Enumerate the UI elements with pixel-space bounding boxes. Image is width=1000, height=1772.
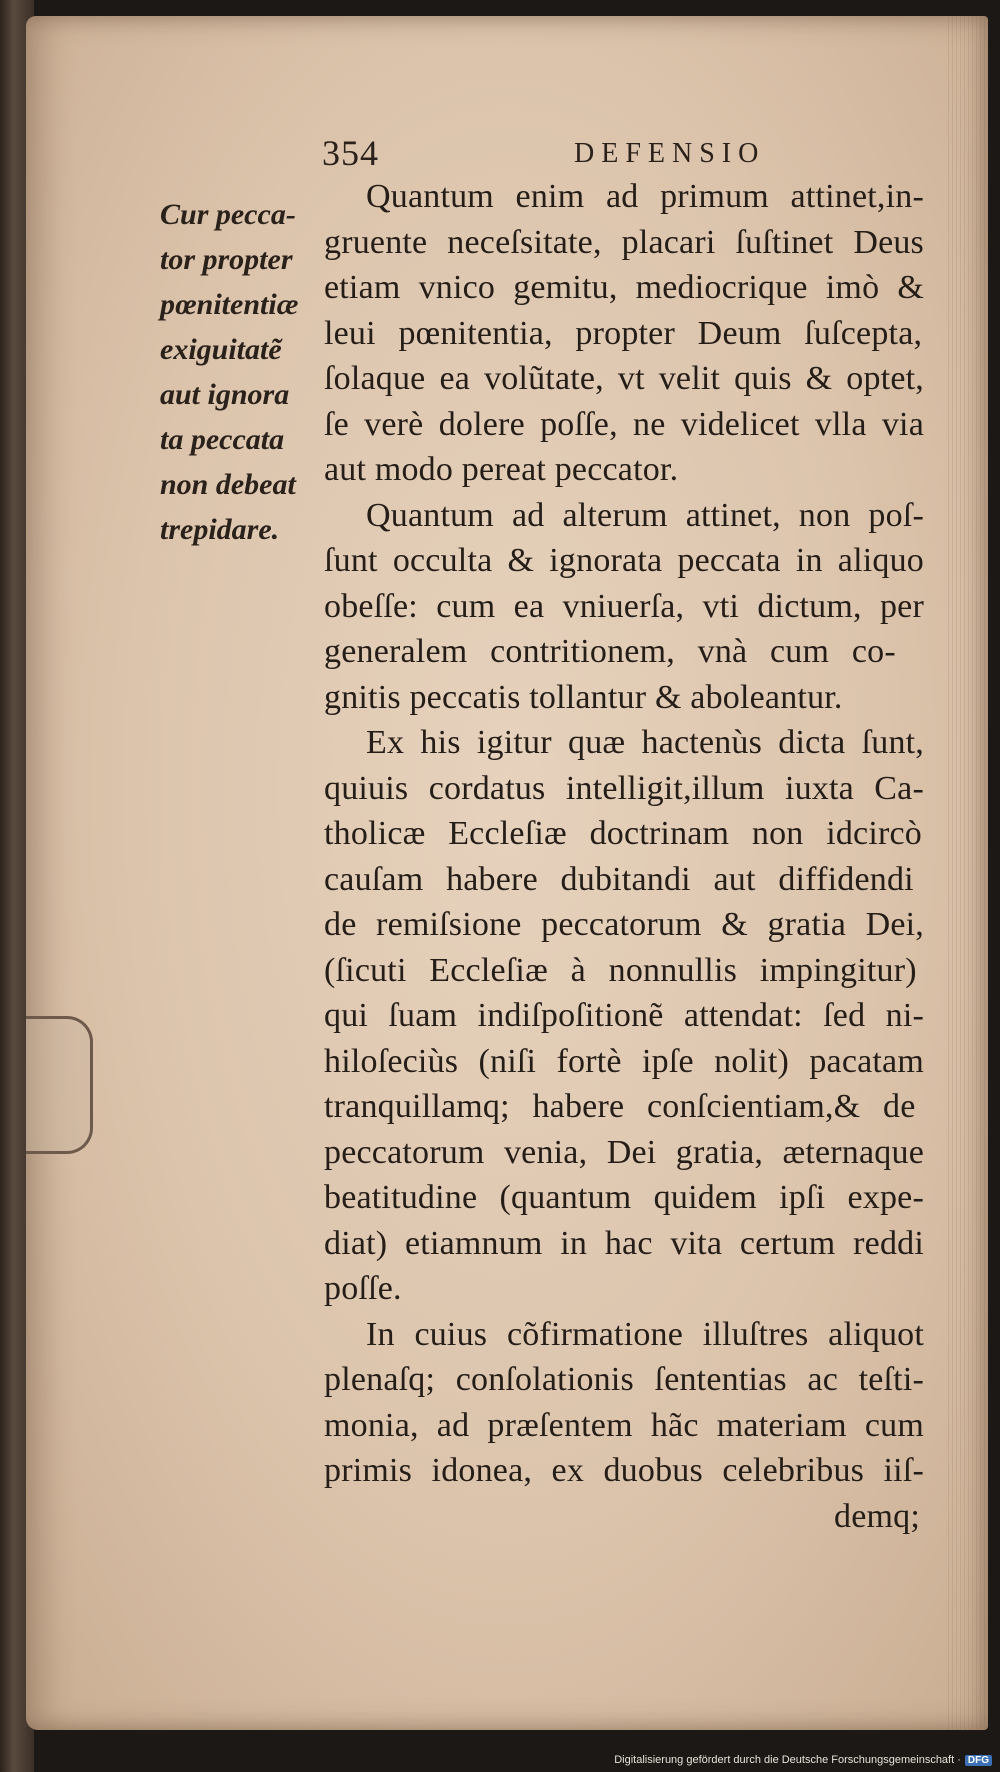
page-header	[322, 128, 922, 178]
text-line: ſunt occulta & ignorata peccata in aliquo	[324, 542, 924, 579]
text-line: leui pœnitentia, propter Deum ſuſcepta,	[324, 314, 923, 352]
credit-text: Digitalisierung gefördert durch die Deutsche Forschungsgemeinschaft ·	[614, 1754, 961, 1766]
book-clasp	[26, 1016, 93, 1154]
marginal-line: aut ignora	[160, 378, 290, 411]
text-line: peccatorum venia, Dei gratia, æternaque	[324, 1133, 924, 1171]
text-line: beatitudine (quantum quidem ipſi expe-	[324, 1179, 924, 1216]
text-line: hiloſeciùs (niſi fortè ipſe nolit) pacatam	[324, 1042, 924, 1080]
book-page	[26, 16, 988, 1730]
text-line: poſſe.	[324, 1270, 402, 1307]
running-title: DEFENSIO	[574, 138, 766, 169]
text-line: In cuius cõfirmatione illuſtres aliquot	[366, 1315, 924, 1353]
text-line: etiam vnico gemitu, mediocrique imò &	[324, 269, 924, 306]
text-line: monia, ad præſentem hãc materiam cum	[324, 1406, 924, 1444]
text-line: obeſſe: cum ea vniuerſa, vti dictum, per	[324, 587, 924, 625]
text-line: Quantum enim ad primum attinet,in-	[366, 178, 924, 215]
marginal-line: Cur pecca-	[160, 198, 296, 231]
text-line: diat) etiamnum in hac vita certum reddi	[324, 1224, 924, 1262]
page-stack-edge	[948, 16, 988, 1730]
marginal-line: pœnitentiæ	[160, 288, 299, 321]
marginal-line: tor propter	[160, 243, 293, 276]
text-line: gnitis peccatis tollantur & aboleantur.	[324, 678, 843, 716]
text-line: gruente neceſsitate, placari ſuſtinet Deus	[324, 223, 924, 261]
marginal-line: non debeat	[160, 468, 296, 501]
text-line: plenaſq; conſolationis ſententias ac teſti-	[324, 1361, 924, 1398]
text-line: tranquillamq; habere conſcientiam,& de	[324, 1088, 916, 1125]
text-line: Ex his igitur quæ hactenùs dicta ſunt,	[366, 724, 924, 761]
text-line: primis idonea, ex duobus celebribus iiſ-	[324, 1452, 924, 1489]
page-number: 354	[322, 133, 379, 173]
text-line: generalem contritionem, vnà cum co-	[324, 633, 896, 670]
marginal-note	[160, 192, 320, 552]
marginal-line: ta peccata	[160, 423, 285, 456]
marginal-line: exiguitatẽ	[160, 333, 282, 366]
marginal-line: trepidare.	[160, 513, 280, 546]
text-line: ſolaque ea volũtate, vt velit quis & optet,	[324, 360, 924, 397]
text-line: aut modo pereat peccator.	[324, 451, 679, 488]
body-text	[324, 174, 924, 1539]
digitization-credit	[614, 1754, 992, 1766]
text-line: tholicæ Eccleſiæ doctrinam non idcircò	[324, 815, 923, 852]
dfg-logo: DFG	[965, 1755, 992, 1766]
catchword: demq;	[834, 1497, 920, 1535]
text-line: de remiſsione peccatorum & gratia Dei,	[324, 906, 924, 943]
text-line: cauſam habere dubitandi aut diffidendi	[324, 860, 914, 898]
text-line: quiuis cordatus intelligit,illum iuxta Ca-	[324, 769, 924, 807]
text-line: qui ſuam indiſpoſitionẽ attendat: ſed ni-	[324, 997, 924, 1034]
text-line: ſe verè dolere poſſe, ne videlicet vlla via	[324, 405, 924, 443]
text-line: Quantum ad alterum attinet, non poſ-	[366, 496, 924, 534]
text-line: (ſicuti Eccleſiæ à nonnullis impingitur)	[324, 951, 917, 989]
